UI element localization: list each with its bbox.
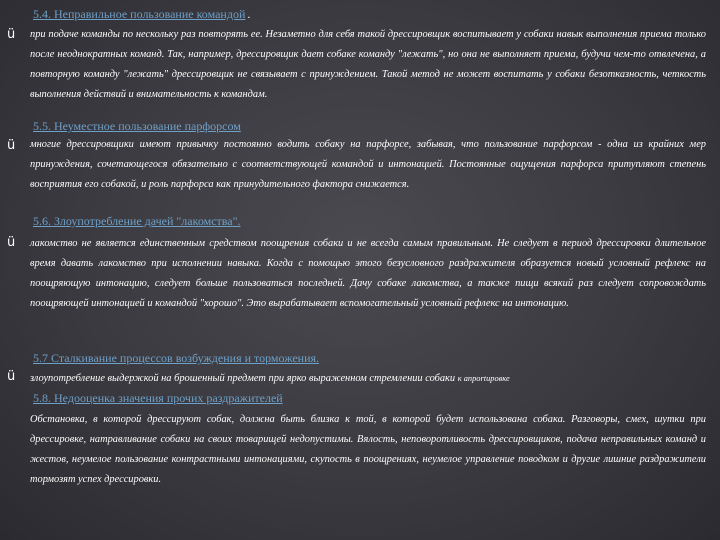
section-paragraph-5-8: Обстановка, в которой дрессируют собак, должна быть близка к той, в которой будет использована собака. Разговоры, смех, шутки при дрессировке, натравливание собаки на своих товарищей недопустимы. Вялость, неповоротливость дрессировщиков, подача неправильных команд и жестов, неумелое пользование контрастными интонациями, скупость в поощрениях, неумелое управление поводком и другие лишние раздражители тормозят успех дрессировки.	[30, 414, 706, 485]
section-heading-5-5: 5.5. Неуместное пользование парфорсом	[33, 119, 241, 133]
section-heading-5-4: 5.4. Неправильное пользование командой .	[33, 7, 251, 21]
section-line-5-7: злоупотребление выдержкой на брошенный предмет при ярко выраженном стремлении собаки к апportировке	[30, 373, 510, 384]
bullet-checkmark: ü	[7, 235, 16, 250]
section-heading-5-6: 5.6. Злоупотребление дачей "лакомства".	[33, 214, 241, 228]
section-paragraph-5-5: многие дрессировщики имеют привычку постоянно водить собаку на парфорсе, забывая, что пользование парфорсом - одна из крайних мер принуждения, сочетающегося обязательно с соответствующей командой и интонацией. Постоянные ощущения парфорса притупляют степень восприятия его собакой, и роль парфорса как принудительного фактора снижается.	[30, 139, 706, 190]
bullet-checkmark: ü	[7, 27, 16, 42]
bullet-checkmark: ü	[7, 369, 16, 384]
section-heading-5-7: 5.7 Сталкивание процессов возбуждения и торможения.	[33, 351, 320, 365]
section-heading-5-8: 5.8. Недооценка значения прочих раздражителей	[33, 391, 283, 405]
section-paragraph-5-4: при подаче команды по нескольку раз повторять ее. Незаметно для себя такой дрессировщик воспитывает у собаки навык выполнения приема только после неоднократных команд. Так, например, дрессировщик дает собаке команду "лежать", но она не выполняет приема, будучи чем-то отвлечена, а повторную команду "лежать" дрессировщик не связывает с принуждением. Такой метод не может воспитать у собаки безотказность, четкость выполнения действий и внимательность к командам.	[30, 29, 706, 100]
section-paragraph-5-6: лакомство не является единственным средством поощрения собаки и не всегда самым правильным. Не следует в период дрессировки длительное время давать лакомство при исполнении навыка. Когда с помощью этого безусловного раздражителя образуется новый условный рефлекс на поощряющую интонацию, следует больше пользоваться последней. Дачу собаке лакомства, а также пищи всякий раз следует сопровождать поощряющей интонацией и командой "хорошо". Это вырабатывает вспомогательный условный рефлекс на интонацию.	[30, 238, 706, 309]
bullet-checkmark: ü	[7, 138, 16, 153]
